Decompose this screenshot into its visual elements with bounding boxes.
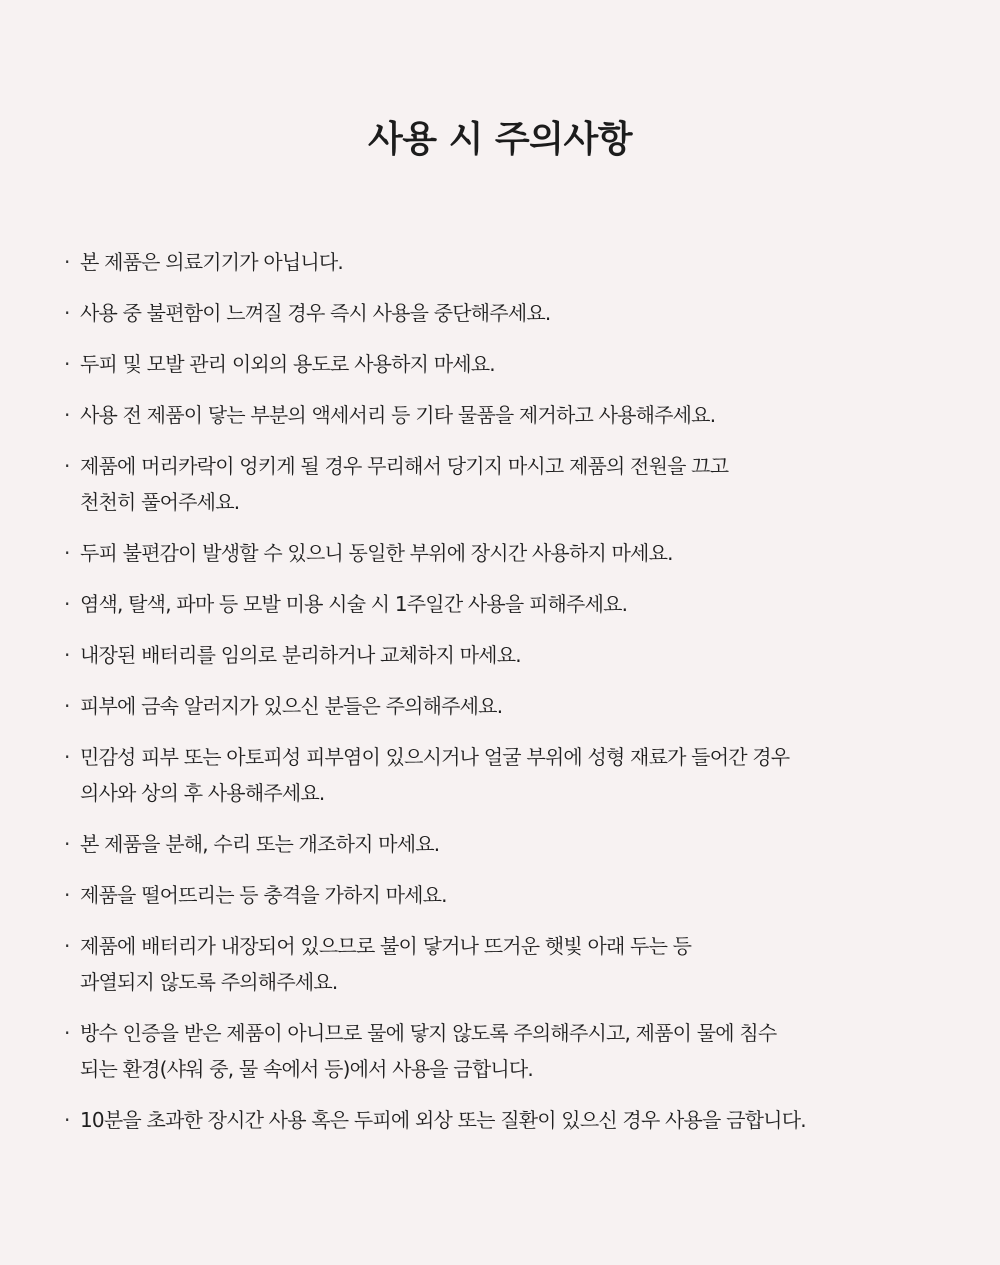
bullet-dot: ·: [64, 403, 70, 427]
caution-item: [64, 877, 974, 913]
caution-text-line: 제품에 배터리가 내장되어 있으므로 불이 닿거나 뜨거운 햇빛 아래 두는 등: [80, 934, 692, 958]
caution-text-line: 의사와 상의 후 사용해주세요.: [80, 781, 325, 805]
page-title: 사용 시 주의사항: [368, 119, 632, 160]
caution-text-line: 되는 환경(샤워 중, 물 속에서 등)에서 사용을 금합니다.: [80, 1057, 533, 1081]
bullet-dot: ·: [64, 592, 70, 616]
bullet-dot: ·: [64, 541, 70, 565]
caution-text-line: 두피 및 모발 관리 이외의 용도로 사용하지 마세요.: [80, 352, 495, 376]
caution-text-line: 본 제품은 의료기기가 아닙니다.: [80, 250, 343, 274]
bullet-dot: ·: [64, 454, 70, 478]
caution-item: [64, 637, 974, 673]
caution-item: [64, 244, 974, 280]
caution-item: [64, 346, 974, 382]
caution-item: [64, 397, 974, 433]
caution-text-line: 10분을 초과한 장시간 사용 혹은 두피에 외상 또는 질환이 있으신 경우 사용을 금합니다.: [80, 1108, 806, 1132]
caution-text-line: 염색, 탈색, 파마 등 모발 미용 시술 시 1주일간 사용을 피해주세요.: [80, 592, 628, 616]
bullet-dot: ·: [64, 883, 70, 907]
caution-text-line: 제품에 머리카락이 엉키게 될 경우 무리해서 당기지 마시고 제품의 전원을 끄고: [80, 454, 729, 478]
bullet-dot: ·: [64, 832, 70, 856]
caution-text-line: 내장된 배터리를 임의로 분리하거나 교체하지 마세요.: [80, 643, 521, 667]
caution-item: [64, 586, 974, 622]
caution-item: [64, 688, 974, 724]
caution-text-line: 사용 전 제품이 닿는 부분의 액세서리 등 기타 물품을 제거하고 사용해주세요.: [80, 403, 716, 427]
bullet-dot: ·: [64, 250, 70, 274]
caution-text-line: 사용 중 불편함이 느껴질 경우 즉시 사용을 중단해주세요.: [80, 301, 551, 325]
bullet-dot: ·: [64, 301, 70, 325]
bullet-dot: ·: [64, 643, 70, 667]
bullet-dot: ·: [64, 934, 70, 958]
bullet-dot: ·: [64, 352, 70, 376]
bullet-dot: ·: [64, 1108, 70, 1132]
caution-item: [64, 739, 974, 811]
caution-text-line: 두피 불편감이 발생할 수 있으니 동일한 부위에 장시간 사용하지 마세요.: [80, 541, 673, 565]
caution-item: [64, 1015, 974, 1087]
caution-item: [64, 826, 974, 862]
bullet-dot: ·: [64, 694, 70, 718]
caution-text-line: 본 제품을 분해, 수리 또는 개조하지 마세요.: [80, 832, 440, 856]
bullet-dot: ·: [64, 745, 70, 769]
caution-text-line: 피부에 금속 알러지가 있으신 분들은 주의해주세요.: [80, 694, 503, 718]
caution-item: [64, 535, 974, 571]
bullet-dot: ·: [64, 1021, 70, 1045]
caution-text-line: 제품을 떨어뜨리는 등 충격을 가하지 마세요.: [80, 883, 447, 907]
caution-item: [64, 1102, 974, 1138]
caution-item: [64, 295, 974, 331]
caution-list: [64, 244, 974, 1153]
caution-item: [64, 928, 974, 1000]
caution-text-line: 민감성 피부 또는 아토피성 피부염이 있으시거나 얼굴 부위에 성형 재료가 들어간 경우: [80, 745, 790, 769]
caution-item: [64, 448, 974, 520]
caution-text-line: 방수 인증을 받은 제품이 아니므로 물에 닿지 않도록 주의해주시고, 제품이 물에 침수: [80, 1021, 777, 1045]
caution-text-line: 천천히 풀어주세요.: [80, 490, 240, 514]
caution-text-line: 과열되지 않도록 주의해주세요.: [80, 970, 338, 994]
